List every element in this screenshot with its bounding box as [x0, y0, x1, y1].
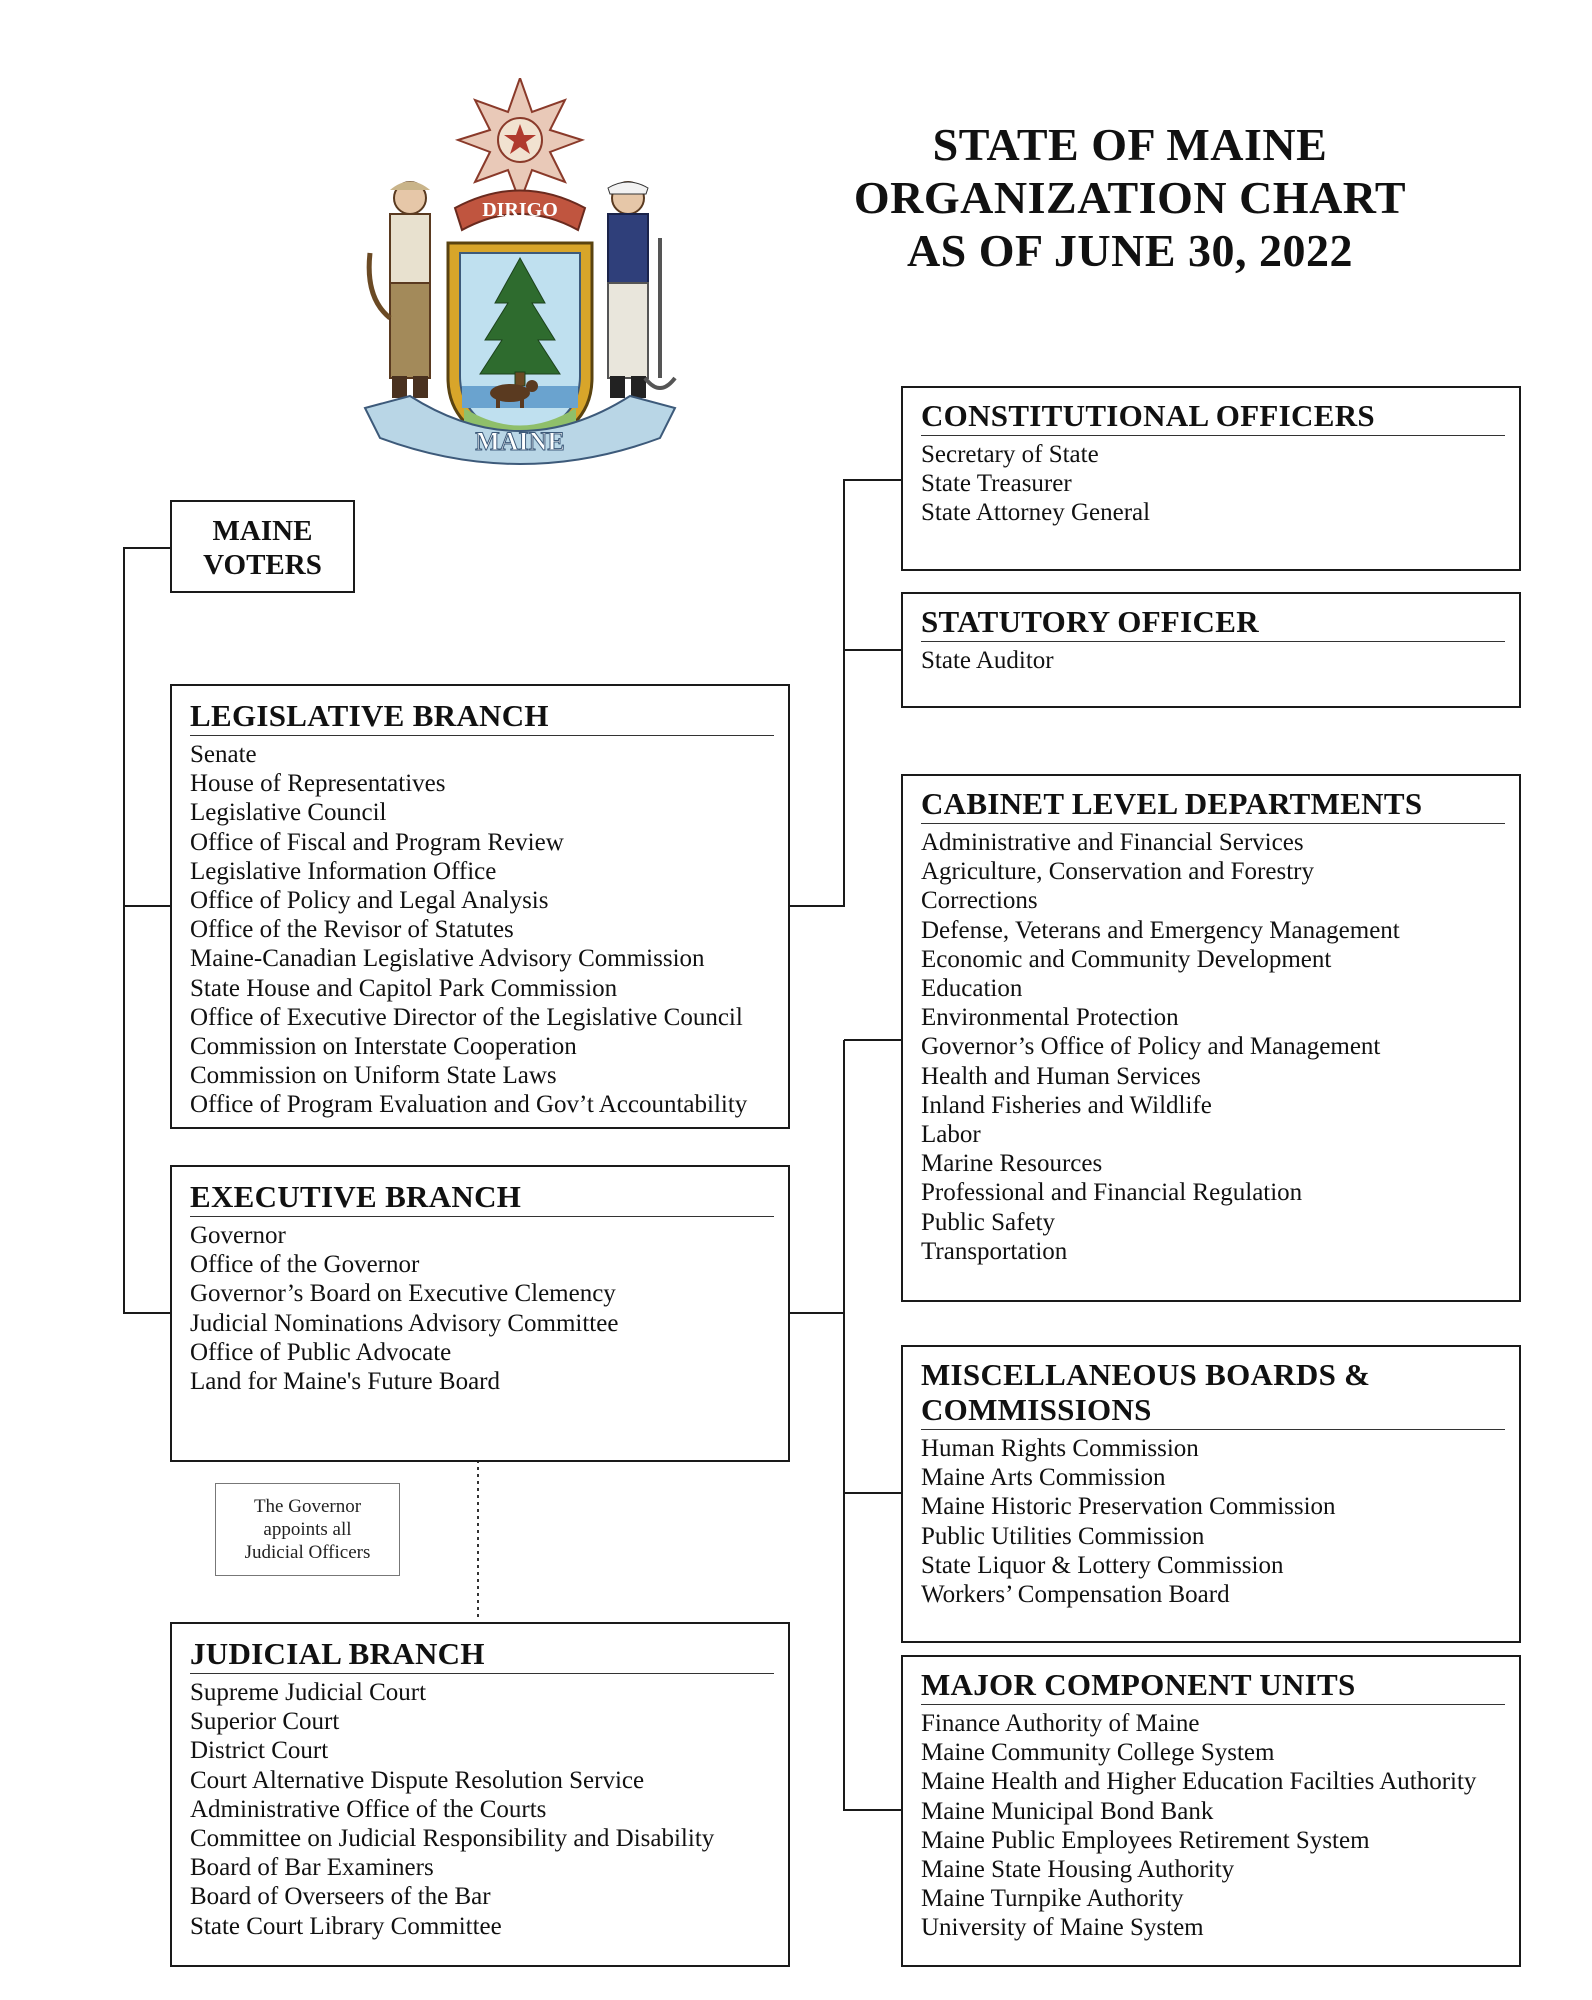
misc-boards-title [921, 1357, 1505, 1430]
executive-branch-box [170, 1165, 790, 1462]
list-item: Defense, Veterans and Emergency Management [921, 916, 1400, 944]
list-item: Workers’ Compensation Board [921, 1581, 1230, 1609]
list-item: Governor’s Office of Policy and Management [921, 1033, 1381, 1061]
misc-boards-box [901, 1345, 1521, 1643]
list-item: Maine Public Employees Retirement System [921, 1826, 1370, 1854]
list-item: State Court Library Committee [190, 1912, 502, 1940]
list-item: Governor [190, 1222, 286, 1249]
list-item: Agriculture, Conservation and Forestry [921, 858, 1314, 886]
list-item: Public Utilities Commission [921, 1522, 1205, 1550]
component-units-title: MAJOR COMPONENT UNITS [921, 1667, 1505, 1705]
list-item: Office of Program Evaluation and Gov’t Accountability [190, 1091, 748, 1119]
list-item: Transportation [921, 1237, 1068, 1265]
constitutional-officers-list [921, 440, 1505, 528]
list-item: Governor’s Board on Executive Clemency [190, 1280, 616, 1308]
list-item: State Liquor & Lottery Commission [921, 1551, 1284, 1579]
dirigo-text: DIRIGO [482, 199, 558, 221]
list-item: Superior Court [190, 1708, 340, 1736]
misc-boards-list [921, 1434, 1505, 1609]
judicial-branch-box [170, 1622, 790, 1967]
executive-branch-title: EXECUTIVE BRANCH [190, 1179, 774, 1217]
list-item: Corrections [921, 887, 1038, 915]
farmer-figure-icon [369, 182, 430, 399]
list-item: Commission on Interstate Cooperation [190, 1033, 577, 1061]
list-item: Office of Fiscal and Program Review [190, 828, 564, 856]
legislative-branch-list [190, 740, 774, 1120]
list-item: Office of Public Advocate [190, 1338, 452, 1366]
voters-line-1: MAINE [212, 515, 313, 547]
list-item: Maine Turnpike Authority [921, 1885, 1184, 1913]
list-item: Board of Overseers of the Bar [190, 1883, 491, 1911]
list-item: Environmental Protection [921, 1004, 1179, 1032]
list-item: Administrative Office of the Courts [190, 1795, 547, 1823]
maine-voters-box [170, 500, 355, 593]
list-item: Maine Arts Commission [921, 1464, 1166, 1492]
executive-branch-list [190, 1221, 774, 1396]
governor-appoints-note [215, 1483, 400, 1576]
list-item: Health and Human Services [921, 1062, 1201, 1090]
voters-line-2: VOTERS [203, 549, 322, 581]
judicial-branch-title: JUDICIAL BRANCH [190, 1636, 774, 1674]
judicial-branch-list [190, 1678, 774, 1941]
list-item: Commission on Uniform State Laws [190, 1062, 557, 1090]
note-line-3: Judicial Officers [244, 1542, 371, 1563]
list-item: Office of the Revisor of Statutes [190, 916, 514, 944]
component-units-box [901, 1655, 1521, 1967]
legislative-branch-box [170, 684, 790, 1129]
cabinet-departments-title: CABINET LEVEL DEPARTMENTS [921, 786, 1505, 824]
list-item: Maine-Canadian Legislative Advisory Commission [190, 945, 705, 973]
title-line-1: STATE OF MAINE [932, 119, 1328, 170]
list-item: Maine Municipal Bond Bank [921, 1797, 1214, 1825]
list-item: Supreme Judicial Court [190, 1679, 427, 1706]
note-line-2: appoints all [263, 1519, 352, 1540]
list-item: Education [921, 975, 1023, 1003]
list-item: Committee on Judicial Responsibility and Disability [190, 1825, 715, 1853]
list-item: State Auditor [921, 647, 1054, 674]
maine-state-seal [360, 78, 680, 473]
list-item: State Attorney General [921, 499, 1151, 527]
list-item: Inland Fisheries and Wildlife [921, 1091, 1212, 1119]
title-line-2: ORGANIZATION CHART [853, 172, 1407, 223]
list-item: Public Safety [921, 1208, 1056, 1236]
list-item: Office of Policy and Legal Analysis [190, 887, 549, 915]
list-item: Court Alternative Dispute Resolution Service [190, 1766, 645, 1794]
statutory-officer-list [921, 646, 1505, 675]
list-item: Secretary of State [921, 441, 1099, 468]
list-item: Professional and Financial Regulation [921, 1179, 1303, 1207]
page-title [800, 118, 1460, 277]
list-item: State House and Capitol Park Commission [190, 974, 618, 1002]
legislative-branch-title: LEGISLATIVE BRANCH [190, 698, 774, 736]
note-line-1: The Governor [253, 1496, 362, 1517]
title-line-3: AS OF JUNE 30, 2022 [906, 225, 1354, 276]
list-item: Office of Executive Director of the Legislative Council [190, 1003, 743, 1031]
list-item: Judicial Nominations Advisory Committee [190, 1309, 619, 1337]
list-item: Labor [921, 1121, 981, 1149]
list-item: University of Maine System [921, 1914, 1204, 1942]
list-item: Marine Resources [921, 1150, 1103, 1178]
constitutional-officers-title: CONSTITUTIONAL OFFICERS [921, 398, 1505, 436]
list-item: Administrative and Financial Services [921, 829, 1304, 856]
maine-banner-text: MAINE [475, 427, 565, 456]
list-item: Maine Health and Higher Education Facilties Authority [921, 1768, 1477, 1796]
list-item: District Court [190, 1737, 329, 1765]
list-item: Human Rights Commission [921, 1435, 1199, 1462]
list-item: Maine Historic Preservation Commission [921, 1493, 1336, 1521]
list-item: Finance Authority of Maine [921, 1710, 1200, 1737]
constitutional-officers-box [901, 386, 1521, 571]
list-item: State Treasurer [921, 470, 1072, 498]
list-item: Legislative Information Office [190, 857, 497, 885]
list-item: Land for Maine's Future Board [190, 1368, 500, 1396]
cabinet-departments-box [901, 774, 1521, 1302]
north-star-icon [458, 78, 582, 202]
misc-title-line-2: COMMISSIONS [921, 1392, 1152, 1427]
list-item: Maine State Housing Authority [921, 1856, 1235, 1884]
component-units-list [921, 1709, 1505, 1943]
list-item: House of Representatives [190, 770, 446, 798]
statutory-officer-box [901, 592, 1521, 708]
list-item: Board of Bar Examiners [190, 1854, 434, 1882]
list-item: Office of the Governor [190, 1251, 420, 1279]
misc-title-line-1: MISCELLANEOUS BOARDS & [921, 1357, 1371, 1392]
list-item: Economic and Community Development [921, 945, 1332, 973]
cabinet-departments-list [921, 828, 1505, 1266]
list-item: Legislative Council [190, 799, 387, 827]
sailor-figure-icon [608, 182, 675, 398]
statutory-officer-title: STATUTORY OFFICER [921, 604, 1505, 642]
list-item: Maine Community College System [921, 1739, 1275, 1767]
list-item: Senate [190, 741, 257, 768]
